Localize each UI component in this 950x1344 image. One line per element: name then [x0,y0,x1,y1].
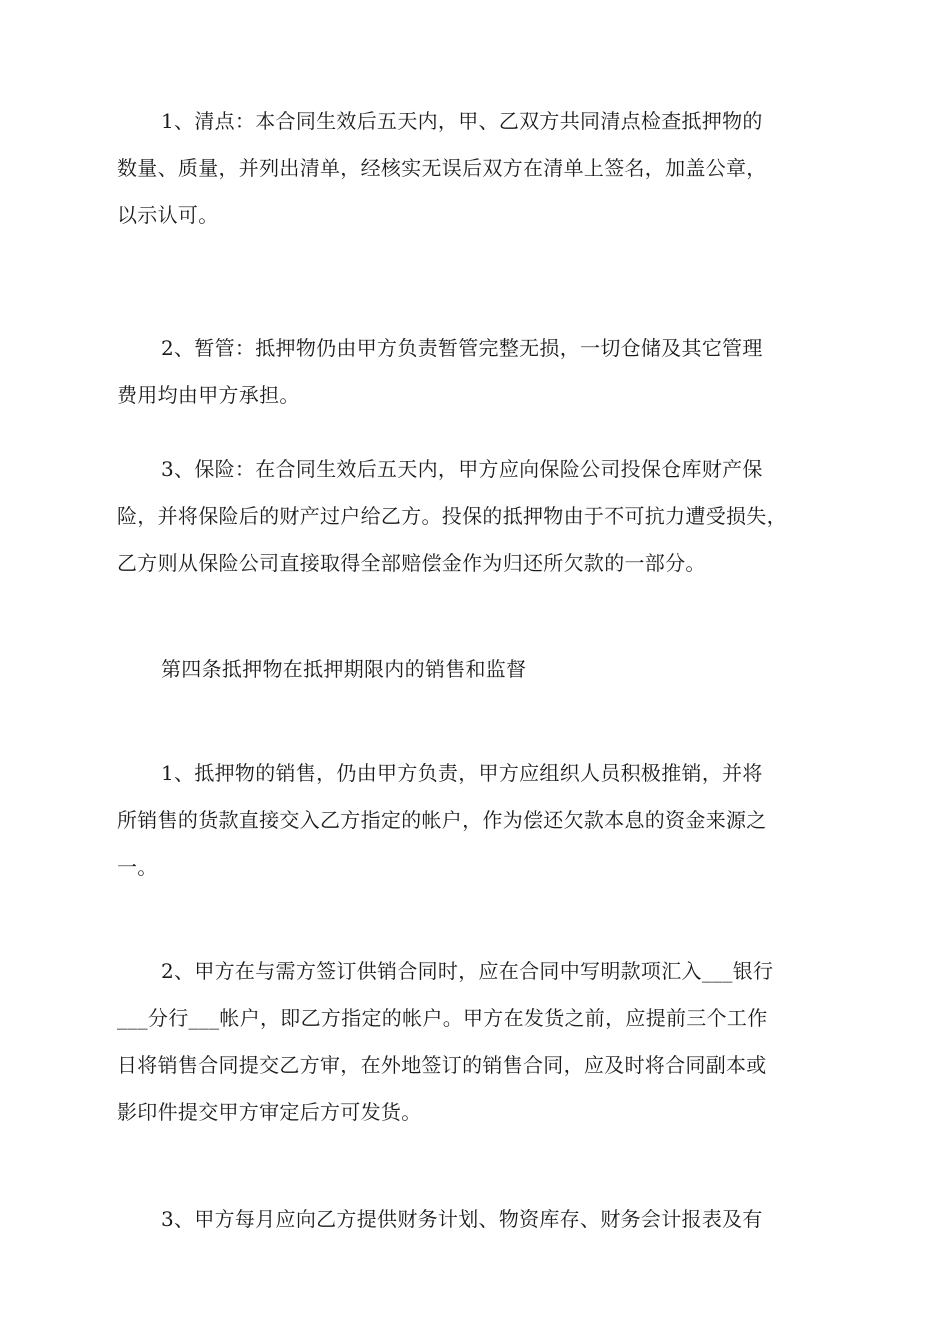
clause-line: 一。 [117,855,158,879]
clause-line: ___分行___帐户，即乙方指定的帐户。甲方在发货之前，应提前三个工作 [117,1006,768,1030]
clause-inventory-check [117,98,837,239]
clause-line: 1、清点：本合同生效后五天内，甲、乙双方共同清点检查抵押物的 [161,109,763,133]
clause-line: 3、保险：在合同生效后五天内，甲方应向保险公司投保仓库财产保 [161,457,763,481]
clause-line: 2、暂管：抵押物仍由甲方负责暂管完整无损，一切仓储及其它管理 [161,336,763,360]
clause-insurance [117,446,837,587]
clause-line: 乙方则从保险公司直接取得全部赔偿金作为归还所欠款的一部分。 [117,551,706,575]
clause-line: 所销售的货款直接交入乙方指定的帐户，作为偿还欠款本息的资金来源之 [117,808,767,832]
clause-line: 2、甲方在与需方签订供销合同时，应在合同中写明款项汇入___银行 [161,959,774,983]
clause-line: 1、抵押物的销售，仍由甲方负责，甲方应组织人员积极推销，并将 [161,761,763,785]
article-4-item-sales [117,750,837,891]
clause-line: 影印件提交甲方审定后方可发货。 [117,1100,422,1124]
clause-line: 数量、质量，并列出清单，经核实无误后双方在清单上签名，加盖公章， [117,156,767,180]
clause-line: 3、甲方每月应向乙方提供财务计划、物资库存、财务会计报表及有 [161,1207,763,1231]
article-4-item-reports [117,1196,837,1243]
clause-line: 以示认可。 [117,203,219,227]
clause-line: 费用均由甲方承担。 [117,383,300,407]
clause-line: 险，并将保险后的财产过户给乙方。投保的抵押物由于不可抗力遭受损失， [117,504,787,528]
clause-line: 日将销售合同提交乙方审，在外地签订的销售合同，应及时将合同副本或 [117,1053,767,1077]
article-4-item-contracts [117,948,837,1136]
clause-custody [117,325,837,419]
article-4-heading: 第四条抵押物在抵押期限内的销售和监督 [161,657,527,681]
